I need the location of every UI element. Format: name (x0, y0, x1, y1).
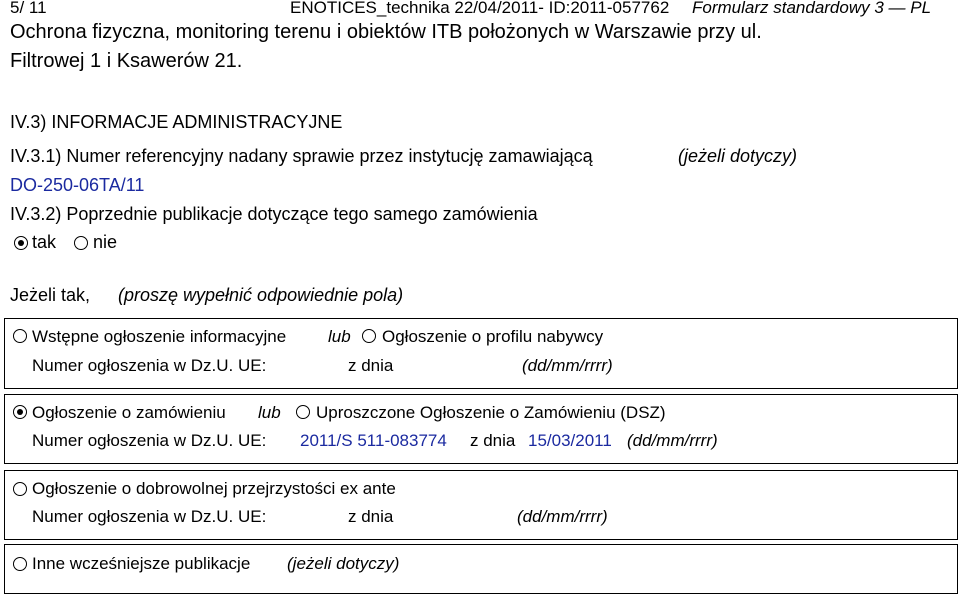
if-yes-label: Jeżeli tak, (10, 285, 91, 305)
oj-number-value: 2011/S 511-083774 (300, 431, 447, 450)
radio-nie[interactable] (74, 236, 88, 250)
radio-tak-label: tak (32, 232, 57, 252)
date-format-1: (dd/mm/rrrr) (522, 356, 613, 375)
oj-number-label-3: Numer ogłoszenia w Dz.U. UE: (32, 507, 267, 526)
if-yes-note: (proszę wypełnić odpowiednie pola) (118, 285, 404, 305)
date-label-3: z dnia (348, 507, 394, 526)
radio-contract-notice[interactable] (13, 405, 27, 419)
oj-number-label-1: Numer ogłoszenia w Dz.U. UE: (32, 356, 267, 375)
date-value-2: 15/03/2011 (528, 431, 612, 450)
date-label-2: z dnia (470, 431, 516, 450)
or-label-2: lub (258, 403, 281, 422)
ex-ante-notice-label: Ogłoszenie o dobrowolnej przejrzystości ex ante (32, 479, 396, 498)
oj-number-label-2: Numer ogłoszenia w Dz.U. UE: (32, 431, 267, 450)
reference-number-value: DO-250-06TA/11 (10, 175, 145, 195)
radio-ex-ante-notice[interactable] (13, 482, 27, 496)
buyer-profile-notice-label: Ogłoszenie o profilu nabywcy (382, 327, 604, 346)
page-number: 5/ 11 (10, 0, 47, 17)
radio-nie-label: nie (93, 232, 118, 252)
previous-publications-label: IV.3.2) Poprzednie publikacje dotyczące tego samego zamówienia (10, 204, 538, 224)
other-publications-note: (jeżeli dotyczy) (287, 554, 400, 573)
radio-simplified-contract-notice[interactable] (296, 405, 310, 419)
form-type: Formularz standardowy 3 — PL (692, 0, 932, 17)
or-label-1: lub (328, 327, 351, 346)
date-format-3: (dd/mm/rrrr) (517, 507, 608, 526)
contract-notice-label: Ogłoszenie o zamówieniu (32, 403, 226, 422)
radio-other-publications[interactable] (13, 557, 27, 571)
date-format-2: (dd/mm/rrrr) (627, 431, 718, 450)
simplified-contract-notice-label: Uproszczone Ogłoszenie o Zamówieniu (DSZ) (316, 403, 666, 422)
reference-number-label: IV.3.1) Numer referencyjny nadany sprawie przez instytucję zamawiającą (10, 146, 593, 166)
notice-id: ENOTICES_technika 22/04/2011- ID:2011-057762 (290, 0, 670, 17)
section-heading: IV.3) INFORMACJE ADMINISTRACYJNE (10, 112, 343, 132)
other-publications-label: Inne wcześniejsze publikacje (32, 554, 251, 573)
radio-prior-information-notice[interactable] (13, 329, 27, 343)
prior-information-notice-label: Wstępne ogłoszenie informacyjne (32, 327, 287, 346)
date-label-1: z dnia (348, 356, 394, 375)
reference-number-note: (jeżeli dotyczy) (678, 146, 798, 166)
radio-tak[interactable] (14, 236, 28, 250)
contract-title-line-2: Filtrowej 1 i Ksawerów 21. (10, 50, 243, 72)
radio-buyer-profile-notice[interactable] (362, 329, 376, 343)
contract-title-line-1: Ochrona fizyczna, monitoring terenu i obiektów ITB położonych w Warszawie przy ul. (10, 21, 762, 43)
